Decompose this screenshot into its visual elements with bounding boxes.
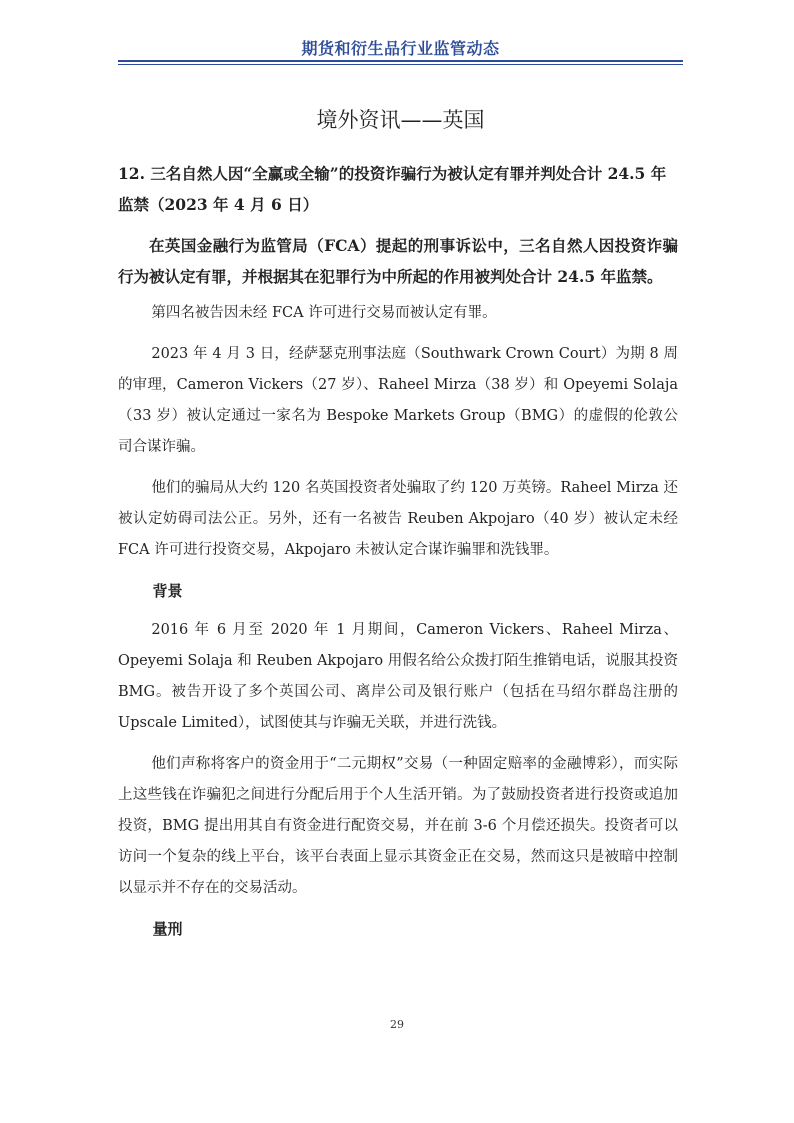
paragraph-1: 第四名被告因未经 FCA 许可进行交易而被认定有罪。 bbox=[151, 305, 497, 321]
header-rule-thin bbox=[118, 64, 683, 65]
background-paragraph-2: 他们声称将客户的资金用于“二元期权”交易（一种固定赔率的金融博彩），而实际上这些钱在诈骗犯之间进行分配后用于个人生活开销。为了鼓励投资者进行投资或追加投资，BMG 提出用其自有资金进行配资交易，并在前 3-6 个月偿还损失。投资者可以访问一个复杂的线上平台，该平台表面上显示其资金正在交易，然而这只是被暗中控制以显示并不存在的交易活动。 bbox=[118, 756, 678, 896]
section-title: 境外资讯——英国 bbox=[316, 108, 485, 132]
page-header-title: 期货和衍生品行业监管动态 bbox=[301, 39, 500, 58]
header-rule-thick bbox=[118, 60, 683, 62]
page-number: 29 bbox=[390, 1018, 404, 1031]
background-heading: 背景 bbox=[152, 582, 183, 600]
article-body bbox=[118, 158, 678, 953]
article-title: 12. 三名自然人因“全赢或全输”的投资诈骗行为被认定有罪并判处合计 24.5 年监禁（2023 年 4 月 6 日） bbox=[118, 164, 667, 214]
paragraph-3: 他们的骗局从大约 120 名英国投资者处骗取了约 120 万英镑。Raheel Mirza 还被认定妨碍司法公正。另外，还有一名被告 Reuben Akpojaro（40 岁）被认定未经 FCA 许可进行投资交易，Akpojaro 未被认定合谋诈骗罪和洗钱罪。 bbox=[118, 480, 678, 558]
background-paragraph-1: 2016 年 6 月至 2020 年 1 月期间，Cameron Vickers、Raheel Mirza、Opeyemi Solaja 和 Reuben Akpojaro 用假名给公众拨打陌生推销电话，说服其投资 BMG。被告开设了多个英国公司、离岸公司及银行账户（包括在马绍尔群岛注册的 Upscale Limited），试图使其与诈骗无关联，并进行洗钱。 bbox=[118, 622, 678, 731]
sentencing-heading: 量刑 bbox=[152, 920, 183, 938]
article-lead: 在英国金融行为监管局（FCA）提起的刑事诉讼中，三名自然人因投资诈骗行为被认定有罪，并根据其在犯罪行为中所起的作用被判处合计 24.5 年监禁。 bbox=[118, 236, 678, 286]
paragraph-2: 2023 年 4 月 3 日，经萨瑟克刑事法庭（Southwark Crown Court）为期 8 周的审理，Cameron Vickers（27 岁）、Raheel Mirza（38 岁）和 Opeyemi Solaja（33 岁）被认定通过一家名为 Bespoke Markets Group（BMG）的虚假的伦敦公司合谋诈骗。 bbox=[118, 346, 678, 455]
